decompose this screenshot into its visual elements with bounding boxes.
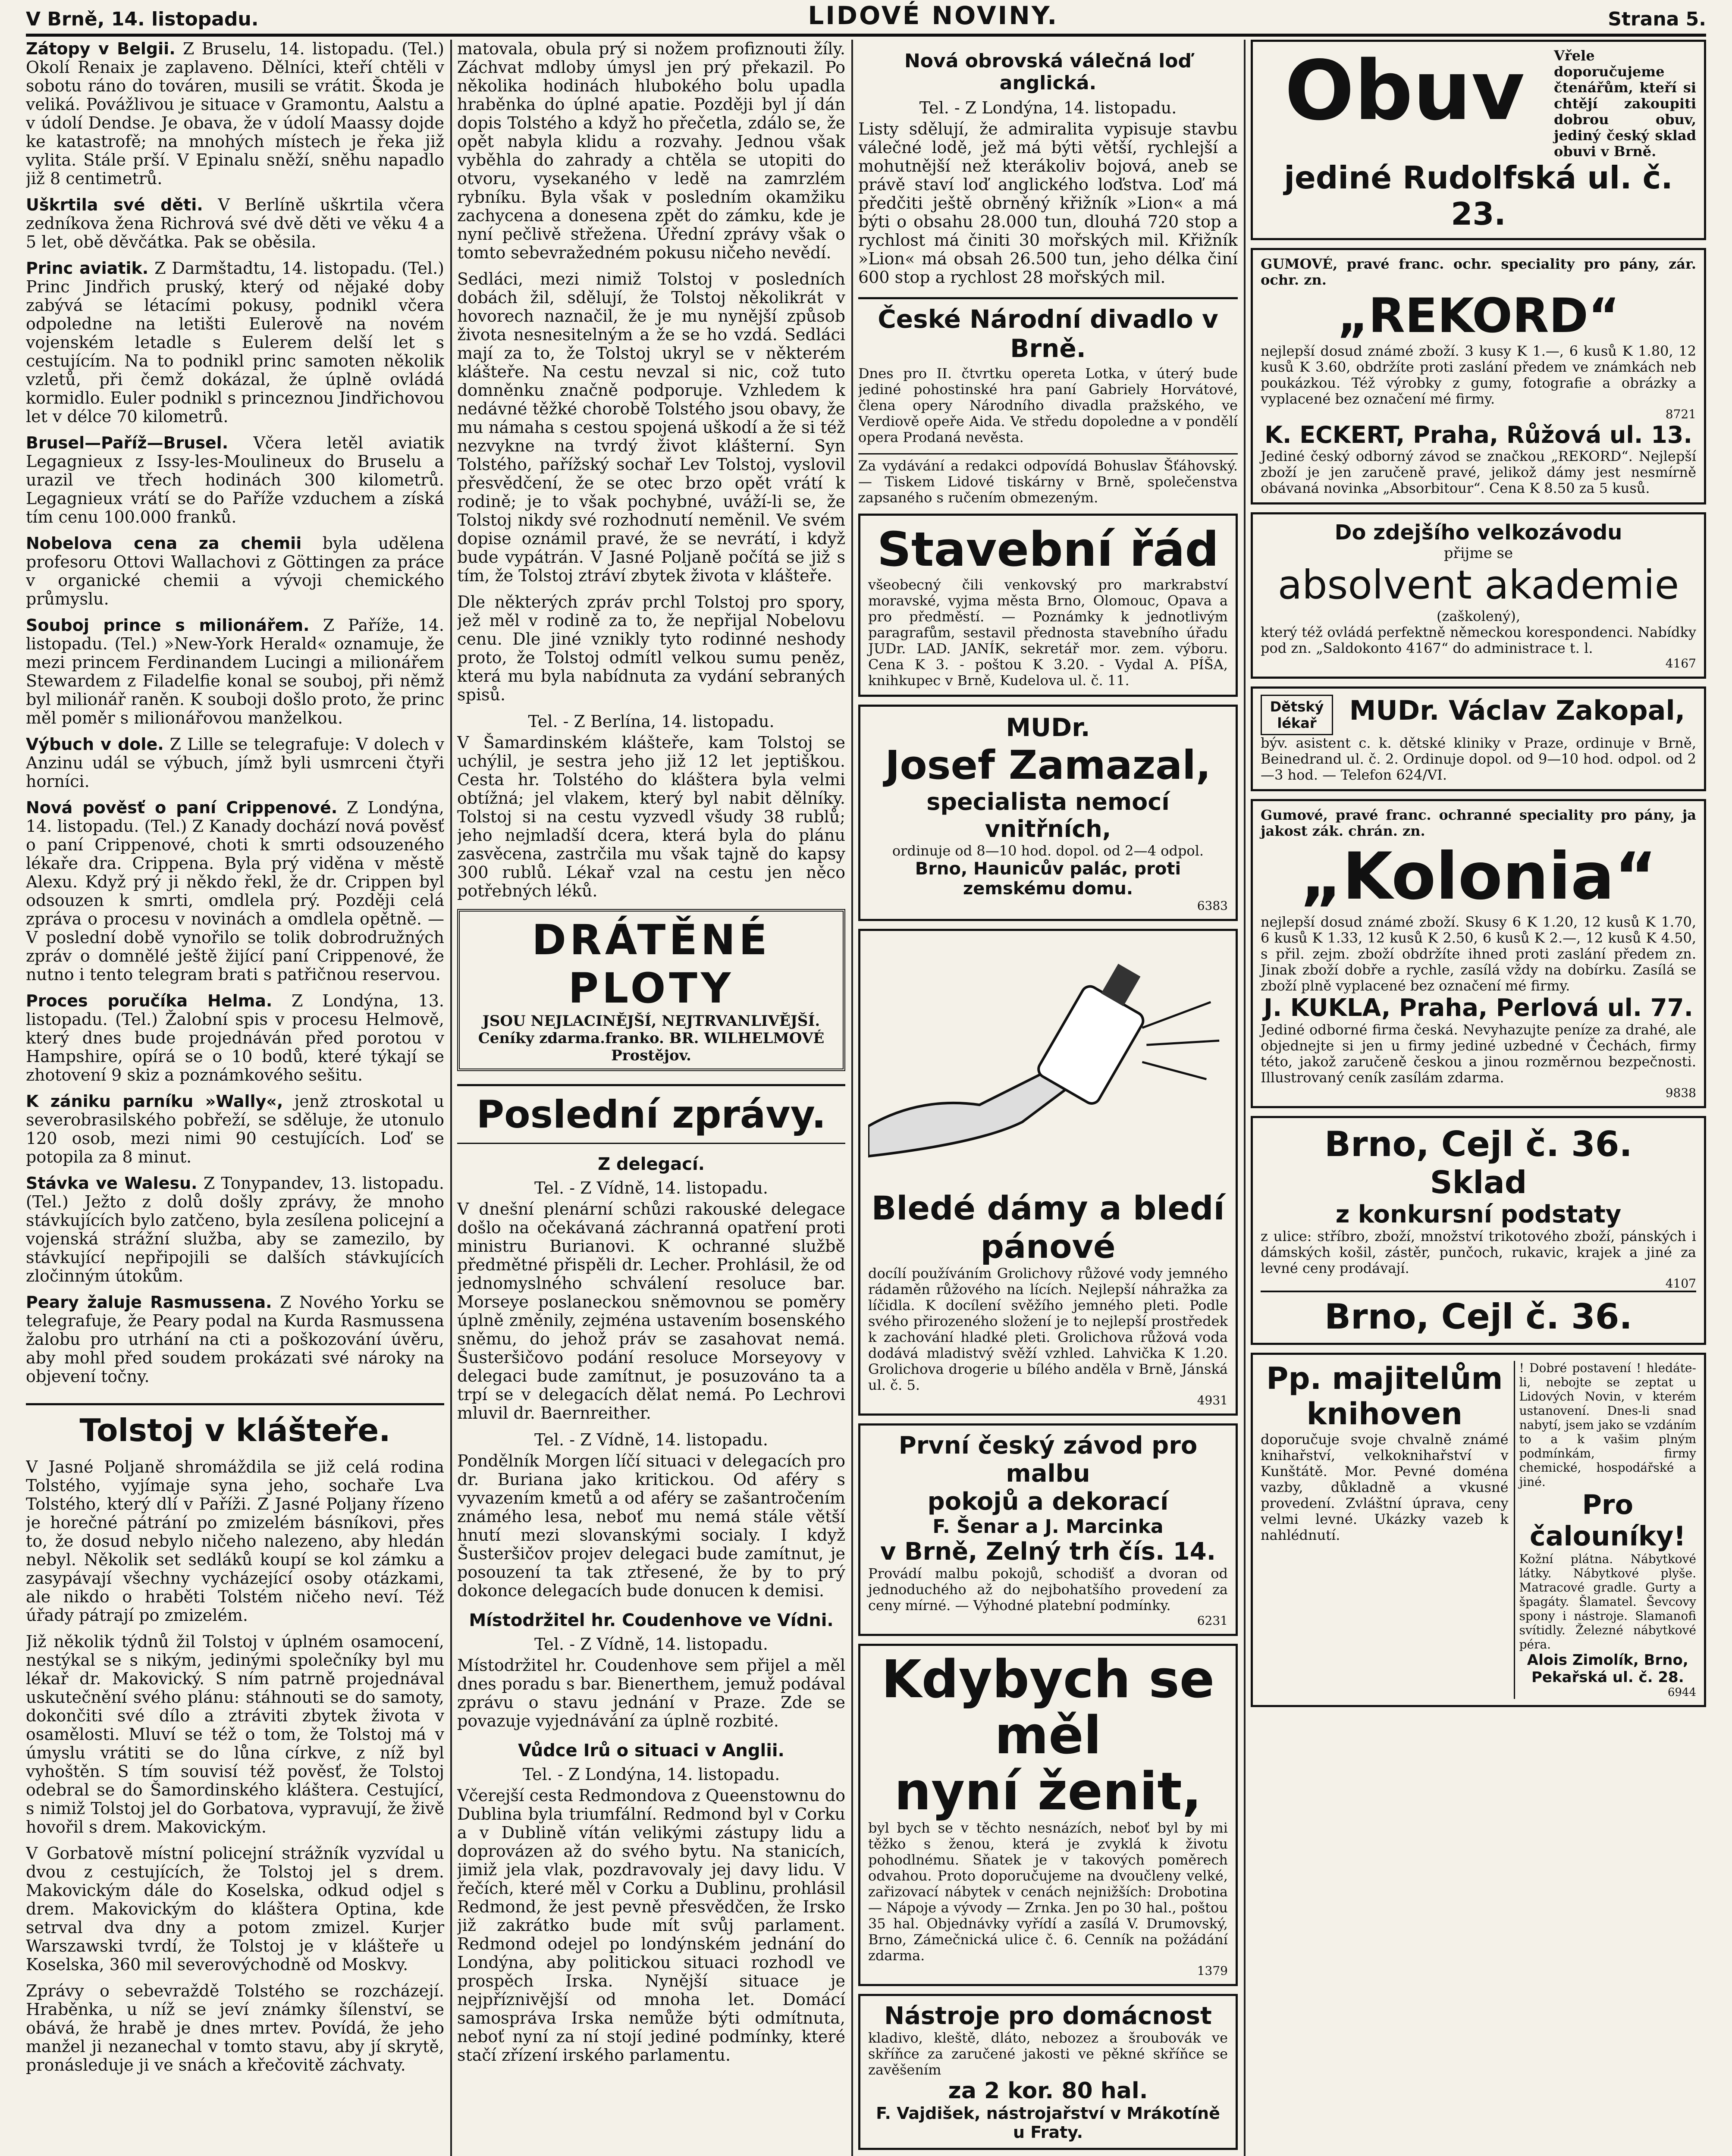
ad-sub: přijme se (1443, 545, 1513, 562)
ad-number: 6231 (1197, 1614, 1228, 1628)
article-text: Z Bruselu, 14. listopadu. (Tel.) Okolí Renaix je zaplaveno. Dělníci, kteří chtěli v sobotu ráno do továren, musili se vrátit. Škoda je veliká. Povážlivou je situace v Gramontu, Aalstu a v údolí Dendse. Je obava, že v údolí Maassy dojde ke katastrofě; na mnohých místech je řeka již vylita. Stále prší. V Epinalu sněží, sněhu napadlo již 8 centimetrů. (26, 40, 444, 188)
ad-text: kladivo, kleště, dláto, nebozez a šroubovák ve skříňce za zaručené jakosti ve pěkné skříňce se zavěšením (868, 2030, 1228, 2078)
navy-headline: Nová obrovská válečná loď anglická. (904, 50, 1192, 94)
ad-owners: F. Šenar a J. Marcinka (932, 1516, 1164, 1538)
article (26, 434, 444, 526)
column-divider (1244, 40, 1246, 2156)
ad-text: nejlepší dosud známé zboží. 3 kusy K 1.—, 6 kusů K 1.80, 12 kusů K 3.60, obdržíte proti zaslání předem ve známkách neb poukázkou. Též výrobky z gumy, fotografie a obrázky a vyplacené bez označení mé firmy. (1261, 343, 1696, 407)
news-text: V dnešní plenární schůzi rakouské delegace došlo na očekávaná záchranná opatření proti ministru Burianovi. K ochranné službě předmětné přispěli dr. Lecher. Prohlásil, že od jednomyslného schválení resoluce bar. Morseye poslaneckou sněmovnou se poměry úplně změnily, zejména ustavením bosenského sněmu, do jehož práv se zasahovat nemá. Šusteršičovo podání resoluce Morseyovy v delegaci bude zamítnut, je posuzováno ta a trpí se v delegacích dělat nemá. Po Lechrovi mluvil dr. Baernreither. (457, 1200, 845, 1423)
masthead-page-number: Strana 5. (1608, 8, 1706, 30)
ad-address: Brno, Haunicův palác, proti zemskému domu. (915, 859, 1181, 899)
ad-intro: Vřele doporučujeme čtenářům, kteří si chtějí zakoupiti dobrou obuv, jediný český sklad obuvi v Brně. (1554, 47, 1696, 160)
ad-note: (zaškolený), (1436, 608, 1520, 624)
article-head: Peary žaluje Rasmussena. (26, 1293, 272, 1312)
ad-number: 8721 (1665, 407, 1696, 421)
ad-firm: F. Vajdišek, nástrojařství v Mrákotíně u Fraty. (876, 2104, 1220, 2142)
article (26, 1092, 444, 1166)
article-head: Výbuch v dole. (26, 735, 164, 754)
article (26, 799, 444, 984)
theatre-text: Dnes pro II. čtvrtku opereta Lotka, v úterý bude jediné pohostinské hra paní Gabriely Horvátové, člena opery Národního divadla pražského, ve Verdiově opeře Aida. Ve středu dopoledne a v pondělí opera Prodaná nevěsta. (858, 365, 1238, 445)
ad-title: Stavební řád (877, 522, 1219, 577)
masthead-title: LIDOVÉ NOVINY. (808, 1, 1059, 30)
ad-title: Pp. majitelům (1266, 1361, 1503, 1396)
ad-intro: Gumové, pravé franc. ochranné speciality pro pány, ja jakost zák. chrán. zn. (1261, 807, 1696, 839)
ad-number: 4931 (1197, 1393, 1228, 1407)
ad-title: knihoven (1306, 1396, 1462, 1432)
ad-text: doporučuje svoje chvalně známé knihařství, velkoknihařství v Kunštátě. Mor. Pevné doména vazby, důkladně a vkusné provedení. Zvláštní úprava, ceny velmi levné. Ukázky vazeb k nahlédnutí. (1261, 1431, 1509, 1543)
article-text: V Berlíně uškrtila včera zedníkova žena Richrová své dvě děti ve věku 4 a 5 let, obě děvčátka. Pak se oběsila. (26, 195, 444, 251)
ad-title: Sklad (1430, 1164, 1527, 1200)
article-text: Z Lille se telegrafuje: V dolech v Anzinu udál se výbuch, jímž byli usmrceni čtyři horníci. (26, 735, 444, 791)
ad-title: Obuv (1284, 43, 1525, 138)
ad-row (1261, 1361, 1696, 1699)
masthead-date: V Brně, 14. listopadu. (26, 8, 259, 30)
ad-number: 1379 (1197, 1964, 1228, 1978)
article-head: Brusel—Paříž—Brusel. (26, 433, 229, 452)
tolstoj-continued: Sedláci, mezi nimiž Tolstoj v posledních dobách žil, sdělují, že Tolstoj několikrát v hovorech naznačil, že je mu nynější způsob života nesnesitelným a že se ho vzdá. Sedláci mají za to, že Tolstoj ukryl se v některém klášteře. Na cestu nevzal si nic, což tuto domněnku značně podporuje. Vzhledem k nedávné těžké chorobě Tolstého jsou obavy, že mu námaha s cestou spojená uškodí a že si též nezvykne na tvrdý život klášterní. Syn Tolstého, pařížský sochař Lev Tolstoj, vyslovil přesvědčení, že se otec brzo opět vrátí k rodině; je to však pochybné, uváží-li se, že Tolstoj nikdy své rozhodnutí neměnil. Ve svém dopise oznámil pravé, že se nevrátí, i když bude vypátrán. V Jasné Poljaně počítá se již s tím, že Tolstoj ztráví zbytek života v klášteře. (457, 270, 845, 585)
ad-address: v Brně, Zelný trh čís. 14. (880, 1538, 1216, 1566)
news-text: Pondělník Morgen líčí situaci v delegacích pro dr. Buriana jako kritickou. Od aféry s vyvazením kmetů a od aféry se zašantročením známého lesa, neboť mu nemá stále větší hnutí mezi slovanskými socialy. I když Šusteršičov projev delegaci bude zamítnut, je posouzení ta tak ztřesené, že by to prý dokonce delegacích bude donucen k demisi. (457, 1451, 845, 1600)
ad-text: z ulice: stříbro, zboží, množství trikotového zboží, pánských i dámských košil, zástěr, punčoch, rukavic, krajek a jiné za levné ceny prodávají. (1261, 1228, 1696, 1276)
short-news (26, 40, 444, 1386)
article-text: jenž ztroskotal u severobrasilského pobřeží, se sděluje, že utonulo 120 osob, mezi nimi 90 cestujících. Loď se potopila za 8 minut. (26, 1092, 444, 1166)
ad-intro: GUMOVÉ, pravé franc. ochr. speciality pro pány, zár. ochr. zn. (1261, 256, 1696, 288)
dateline: Tel. - Z Vídně, 14. listopadu. (534, 1430, 768, 1449)
article-head: Uškrtila své děti. (26, 195, 203, 214)
ad-text: nejlepší dosud známé zboží. Skusy 6 K 1.20, 12 kusů K 1.70, 6 kusů K 1.33, 12 kusů K 2.50, 6 kusů K 2.—, 12 kusů K 4.50, s přil. zejm. zboží obdržíte ihned proti zaslání předem zn. Jinak zboží dobře a rychle, zasílá vždy na dobírku. Zasílá se zboží plně vyplacené bez označení mé firmy. (1261, 914, 1696, 994)
kolonia-ad (1251, 799, 1706, 1108)
article-head: Proces poručíka Helma. (26, 991, 273, 1010)
ad-firm: K. ECKERT, Praha, Růžová ul. 13. (1264, 421, 1692, 448)
article (26, 992, 444, 1084)
ad-text: Jediné český odborný závod se značkou „REKORD“. Nejlepší zboží je jen zaručeně pravé, jelikož dámy jest nesmírně obávaná novinka „Absorbitour“. Cena K 8.50 za 5 kusů. (1261, 448, 1696, 496)
article-head: Nová pověsť o paní Crippenové. (26, 798, 338, 817)
hand-bottle-illustration (868, 941, 1228, 1183)
ad-sub: z konkursní podstaty (1335, 1200, 1622, 1228)
ad-title: Bledé dámy a bledí pánové (871, 1189, 1225, 1266)
article-text: Z Londýna, 14. listopadu. (Tel.) Z Kanady dochází nová pověsť o paní Crippenové, choti k smrti odsouzeného lékaře dra. Crippena. Byla prý viděna v městě Alexu. Když prý ji někdo řekl, že dr. Crippen byl odsouzen k smrti, omdlela prý. Později celá zpráva o procesu v novinách a omdlela opětně. — V poslední době vynořilo se tolik dobrodružných zpráv o domnělé ještě žijící paní Crippenové, že nutno i tento telegram brati s patřičnou reservou. (26, 798, 444, 984)
zakopal-ad (1251, 686, 1706, 791)
theatre-headline: České Národní divadlo v Brně. (858, 297, 1238, 363)
ad-address: Brno, Cejl č. 36. (1324, 1124, 1632, 1164)
column-3 (858, 40, 1238, 2156)
column-divider (450, 40, 452, 2156)
ad-title: Nástroje pro domácnost (884, 2002, 1212, 2030)
column-4 (1251, 40, 1706, 2156)
dateline: Tel. - Z Londýna, 14. listopadu. (522, 1765, 780, 1784)
ad-title: DRÁTĚNÉ PLOTY (532, 916, 771, 1012)
ad-row (1261, 695, 1696, 735)
ad-row (1261, 43, 1696, 160)
column-2 (457, 40, 845, 2156)
rekord-ad (1251, 248, 1706, 505)
dateline: Tel. - Z Londýna, 14. listopadu. (919, 98, 1177, 117)
ad-left (1261, 1361, 1509, 1699)
job-ad (1251, 512, 1706, 679)
zamazal-ad (858, 705, 1238, 921)
ad-number: 6944 (1667, 1686, 1696, 1699)
ad-text: býv. asistent c. k. dětské kliniky v Praze, ordinuje v Brně, Beinedrand ul. č. 2. Ordinuje dopol. od 9—10 hod. odpol. od 2—3 hod. — Telefon 624/VI. (1261, 735, 1696, 783)
wire-fence-ad (457, 909, 845, 1071)
ad-title: MUDr. Václav Zakopal, (1349, 695, 1685, 726)
article-head: Souboj prince s milionářem. (26, 616, 310, 635)
ad-right (1514, 1361, 1696, 1699)
ad-number: 4107 (1665, 1276, 1696, 1291)
navy-text: Listy sdělují, že admiralita vypisuje stavbu válečné lodě, jež má býti větší, rychlejší a mohutnější než kterákoliv bojová, aneb se právě staví loď anglického loďstva. Loď má předčiti ještě obrněný křižník »Lion« a má býti o obsahu 28.000 tun, dlouhá 720 stop a rychlost má činiti 30 mořských mil. Křižník »Lion« má obsah 26.500 tun, jeho délka činí 600 stop a rychlost 28 mořských mil. (858, 119, 1238, 287)
ad-text: docílí používáním Grolichovy růžové vody jemného rádaměn růžového na lících. Nejlepší náhražka za líčidla. K docílení svěžího jemného pleti. Podle svého přirozeného složení je to nejlepší prostředek k zachování hladké pleti. Grolichova růžová voda dodává mladistvý svěží vzhled. Lahvička K 1.20. Grolichova drogerie u bílého anděla v Brně, Jánská ul. č. 5. (868, 1265, 1228, 1393)
ad-line: JSOU NEJLACINĚJŠÍ, NEJTRVANLIVĚJŠÍ. (482, 1012, 820, 1030)
berlin-report: V Šamardinském klášteře, kam Tolstoj se uchýlil, je sestra jeho již 12 let jeptiškou. Cesta hr. Tolstého do kláštera byla velmi obtížná; jel vlakem, který byl nabit dělníky. Tolstoj si na cestu vyzvedl všudy 38 rublů; jeho nejmladší dcera, která byla do plánu zasvěcena, zastrčila mu však tajně do kapsy 300 rublů. Lékař vzal na cestu jen něco potřebných léků. (457, 733, 845, 900)
article-text: byla udělena profesoru Ottovi Wallachovi z Göttingen za práce v organické chemii a vývoji chemického průmyslu. (26, 534, 444, 608)
ad-title: pokojů a dekorací (927, 1488, 1169, 1516)
ad-title: absolvent akademie (1277, 562, 1679, 608)
article-text: Z Londýna, 13. listopadu. (Tel.) Žalobní spis v procesu Helmově, který dnes bude projednáván před porotou v Hampshire, opírá se o 10 bodů, které týkají se zhotovení 9 skiz a poznámkového sešitu. (26, 991, 444, 1084)
article (26, 259, 444, 426)
cejl-ad (1251, 1116, 1706, 1345)
ad-line: Ceníky zdarma.franko. BR. WILHELMOVÉ Prostějov. (478, 1030, 825, 1064)
article (26, 616, 444, 727)
article-head: Princ aviatik. (26, 259, 149, 278)
ad-address: Brno, Cejl č. 36. (1261, 1291, 1696, 1337)
ad-prefix: MUDr. (1006, 713, 1090, 742)
tools-ad (858, 1994, 1238, 2150)
ad-intro: Do zdejšího velkozávodu (1334, 520, 1622, 545)
tolstoj-paragraph: Již několik týdnů žil Tolstoj v úplném osamocení, nestýkal se s nikým, jedinými společníky byl mu lékař dr. Makovický. S ním patrně projednával uskutečnění svého plánu: stáhnouti se do samoty, dokončiti své dílo a ztráviti zbytek života v osamělosti. Mluví se též o tom, že Tolstoj má v úmyslu vrátiti se do lůna církve, z níž byl vyhoštěn. S tím souvisí též pověsť, že Tolstoj odebral se do Šamordinského kláštera. Cestující, s nimiž Tolstoj jel do Gorbatova, vypravují, že živě hovořil s drem. Makovickým. (26, 1632, 444, 1836)
ad-badge: Dětský lékař (1261, 695, 1333, 735)
news-subhead: Vůdce Irů o situaci v Anglii. (518, 1741, 784, 1761)
ad-text: Jediné odborné firma česká. Nevyhazujte peníze za drahé, ale objednejte si jen u firmy jediné uzbedné v Čechách, firmy této, jakož zaručeně českou a jinou rozměrnou bezpečnosti. Illustrovaný ceník zasílám zdarma. (1261, 1022, 1696, 1086)
ad-text: Provádí malbu pokojů, schodišť a dvoran od jednoduchého až do nejbohatšího provedení za ceny mírné. — Výhodné platební podmínky. (868, 1565, 1228, 1614)
ad-title: nyní ženit, (894, 1762, 1202, 1822)
article (26, 1293, 444, 1386)
ad-text: všeobecný čili venkovský pro markrabství moravské, vyjma města Brno, Olomouc, Opava a pro předměstí. — Poznámky k jednotlivým paragrafům, sestavil přednosta stavebního úřadu JUDr. LAD. JANÍK, sekretář mor. zem. výboru. Cena K 3. - poštou K 3.20. - Vydal A. PÍŠA, knihkupec v Brně, Kudelova ul. č. 11. (868, 577, 1228, 689)
ad-text: Kožní plátna. Nábytkové látky. Nábytkové plyše. Matracové gradle. Gurty a špagáty. Šlamatel. Ševcovy spony i nástroje. Slamanofi svítidly. Železné nábytkové péra. (1519, 1552, 1696, 1651)
news-subhead: Místodržitel hr. Coudenhove ve Vídni. (469, 1611, 834, 1630)
article-text: Z Tonypandev, 13. listopadu. (Tel.) Ježto z dolů došly zprávy, že mnoho stávkujících bylo zatčeno, byla zesílena policejní a vojenská strážní služba, aby se zamezilo, by stávkující nepřipojili se dalších stávkujících zločinným útokům. (26, 1174, 444, 1285)
article-head: Stávka ve Walesu. (26, 1174, 198, 1193)
article-head: Nobelova cena za chemii (26, 534, 302, 553)
column-divider (851, 40, 853, 2156)
ad-firm: Alois Zimolík, Brno, Pekařská ul. č. 28. (1527, 1651, 1688, 1686)
ad-title: Kdybych se měl (881, 1650, 1215, 1766)
ad-title: První český závod pro malbu (898, 1432, 1198, 1488)
news-text: Včerejší cesta Redmondova z Queenstownu do Dublina byla triumfální. Redmond byl v Corku a v Dublině vítán velikými zástupy lidu a doprovázen až do svého bytu. Na stanicích, jimiž jela vlak, pozdravovaly jej davy lidu. V řečích, které měl v Corku a Dublinu, prohlásil Redmond, že jest pevně přesvědčen, že Irsko již zakrátko bude mít svůj parlament. Redmond odejel po londýnském jednání do Londýna, aby politickou situaci rozhodl ve prospěch Irska. Nynější situace je nejpříznivější od mnoha let. Domácí samospráva Irska nemůže býti odmítnuta, neboť nyní za ní stojí jediné podmínky, které stačí zřízení irského parlamentu. (457, 1786, 845, 2065)
grolich-ad (858, 929, 1238, 1416)
article-text: Z Nového Yorku se telegrafuje, že Peary podal na Kurda Rasmussena žalobu pro utrhání na cti a poškozování úvěru, aby mohl před soudem prokázati své nároky na objevení točny. (26, 1293, 444, 1386)
editor-note: Za vydávání a redakci odpovídá Bohuslav Šťáhovský. — Tiskem Lidové tiskárny v Brně, společenstva zapsaného s ručením obmezeným. (858, 453, 1238, 506)
bookbinder-ad (1251, 1353, 1706, 1707)
news-text: Místodržitel hr. Coudenhove sem přijel a měl dnes poradu s bar. Bienerthem, jemuž podával zprávu o stavu jednání v Praze. Zde se povazuje vyjednávání za úplně rozbité. (457, 1656, 845, 1730)
ad-number: 6383 (1197, 899, 1228, 913)
stavebni-rad-ad (858, 514, 1238, 697)
tolstoj-paragraph: Zprávy o sebevraždě Tolstého se rozcházejí. Hraběnka, u níž se jeví známky šílenství, se obává, že hrabě je dnes mrtev. Povídá, že jeho manžel ji nezanechal v tomto stavu, aby jí skrytě, pronásleduje ji ve snách a křečovitě záchvaty. (26, 1981, 444, 2075)
article-text: Z Paříže, 14. listopadu. (Tel.) »New-York Herald« oznamuje, že mezi princem Ferdinandem Lucingi a milionářem Stewardem z Filadelfie konal se souboj, při němž byl milionář raněn. K souboji došlo proto, že princ měl poměr s milionářovou manželkou. (26, 616, 444, 727)
ad-firm: J. KUKLA, Praha, Perlová ul. 77. (1264, 994, 1693, 1022)
marriage-ad (858, 1644, 1238, 1986)
obuv-ad (1251, 40, 1706, 240)
news-subhead: Z delegací. (598, 1154, 705, 1174)
ad-title: Pro čalouníky! (1529, 1489, 1686, 1552)
tolstoj-paragraph: V Jasné Poljaně shromáždila se již celá rodina Tolstého, vyjímaje syna jeho, sochaře Lva Tolstého, který dlí v Paříži. Z Jasné Poljany řízeno je horečné pátrání po zmizelém básníkovi, přes to, že dosud nebylo ničeho nalezeno, aby hledán nebyl. Několik set sedláků koupí se kol zámku a zasypávají všechny vycházející osoby otázkami, ale nikdo o hraběti Tolstém ničeho neví. Též úřady pátrají po zmizelém. (26, 1457, 444, 1625)
ad-title: „Kolonia“ (1300, 839, 1657, 914)
article-text: Z Darmštadtu, 14. listopadu. (Tel.) Princ Jindřich pruský, který od nějaké doby zabývá se létacími pokusy, podnikl včera odpoledne na letišti Eulerově na novém vojenském letadle s Eulerem delší let s cestujícím. Na to podnikl princ samoten několik vzletů, při čemž dokázal, že úplně ovládá kormidlo. Euler podnikl s princeznou Jindřichovou let v délce 70 kilometrů. (26, 259, 444, 426)
tolstoj-continued: Dle některých zpráv prchl Tolstoj pro spory, jež měl v rodině za to, že nepřijal Nobelovu cenu. Dle jiné vznikly tyto rodinné neshody proto, že Tolstoj odmítl velkou sumu peněz, která mu byla nabídnuta za vydání sebraných spisů. (457, 592, 845, 704)
dateline: Tel. - Z Vídně, 14. listopadu. (534, 1635, 768, 1654)
ad-text: byl bych se v těchto nesnázích, neboť byl by mi těžko s ženou, která je zvyklá k životu pohodlnému. Sňatek je v takových poměrech odvahou. Proto doporučujeme na dvoučleny velké, zařizovací nábytek v cenách nejnižších: Drobotina — Nápoje a vývody — Zrnka. Jen po 30 hal., poštou 35 hal. Objednávky vyřídí a zasílá V. Drumovský, Brno, Zámečnická ulice č. 6. Cenník na požádání zdarma. (868, 1820, 1228, 1964)
tolstoj-paragraph: V Gorbatově místní policejní strážník vyzvídal u dvou z cestujících, že Tolstoj jel s drem. Makovickým dále do Koselska, odkud odjel s drem. Makovickým do kláštera Optina, kde setrval dva dny a potom zmizel. Kurjer Warszawski tvrdí, že Tolstoj je v klášteře u Koselska, 360 mil severovýchodně od Moskvy. (26, 1844, 444, 1974)
latest-news-headline: Poslední zprávy. (457, 1084, 845, 1144)
article (26, 40, 444, 188)
ad-title: Josef Zamazal, (885, 742, 1211, 788)
ad-price: za 2 kor. 80 hal. (948, 2078, 1148, 2104)
tolstoj-continued: matovala, obula prý si nožem profiznouti žíly. Záchvat mdloby úmysl jen prý překazil. Po několika hodinách hlubokého bolu upadla hraběnka do úplné apatie. Později byl jí dán dopis Tolstého a když ho přečetla, zdálo se, že opět nabyla klidu a rozvahy. Jednou však vyběhla do zahrady a chtěla se utopiti do otvoru, vysekaného v ledě na zamrzlém rybníku. Byla však v posledním okamžiku zachycena a donesena zpět do zámku, kde je nyní pečlivě střežena. Úřední zprávy však o tomto sebevražedném pokusu ničeho nevědí. (457, 40, 845, 262)
article (26, 735, 444, 791)
article (26, 534, 444, 608)
column-1 (26, 40, 444, 2156)
ad-address: jediné Rudolfská ul. č. 23. (1284, 160, 1673, 232)
ad-text: ! Dobré postavení ! hledáte-li, nebojte se zeptat u Lidových Novin, v kterém ustanovení. Dnes-li snad nabytí, jsem jako se vzdáním to a k vašim plným podmínkám, firmy chemické, hospodářské a jiné. (1519, 1361, 1696, 1489)
ad-specialty: specialista nemocí vnitřních, (926, 788, 1170, 843)
tolstoj-headline: Tolstoj v klášteře. (26, 1403, 444, 1448)
dateline: Tel. - Z Berlína, 14. listopadu. (528, 712, 775, 731)
article-text: Včera letěl aviatik Legagnieux z Issy-les-Moulineux do Bruselu a urazil ve třech hodinách 300 kilometrů. Legagnieux vrátí se do Paříže vzduchem a získá tím cenu 100.000 franků. (26, 433, 444, 526)
painting-firm-ad (858, 1423, 1238, 1636)
ad-number: 9838 (1665, 1086, 1696, 1100)
ad-number: 4167 (1665, 656, 1696, 671)
dateline: Tel. - Z Vídně, 14. listopadu. (534, 1178, 768, 1197)
ad-title: „REKORD“ (1337, 288, 1620, 343)
masthead (26, 0, 1706, 37)
article-head: K zániku parníku »Wally«, (26, 1092, 283, 1111)
article-head: Zátopy v Belgii. (26, 40, 176, 58)
ad-hours: ordinuje od 8—10 hod. dopol. od 2—4 odpol. (892, 843, 1204, 859)
article (26, 196, 444, 251)
ad-text: který též ovládá perfektně německou korespondenci. Nabídky pod zn. „Saldokonto 4167“ do administrace t. l. (1261, 624, 1696, 656)
article (26, 1174, 444, 1285)
